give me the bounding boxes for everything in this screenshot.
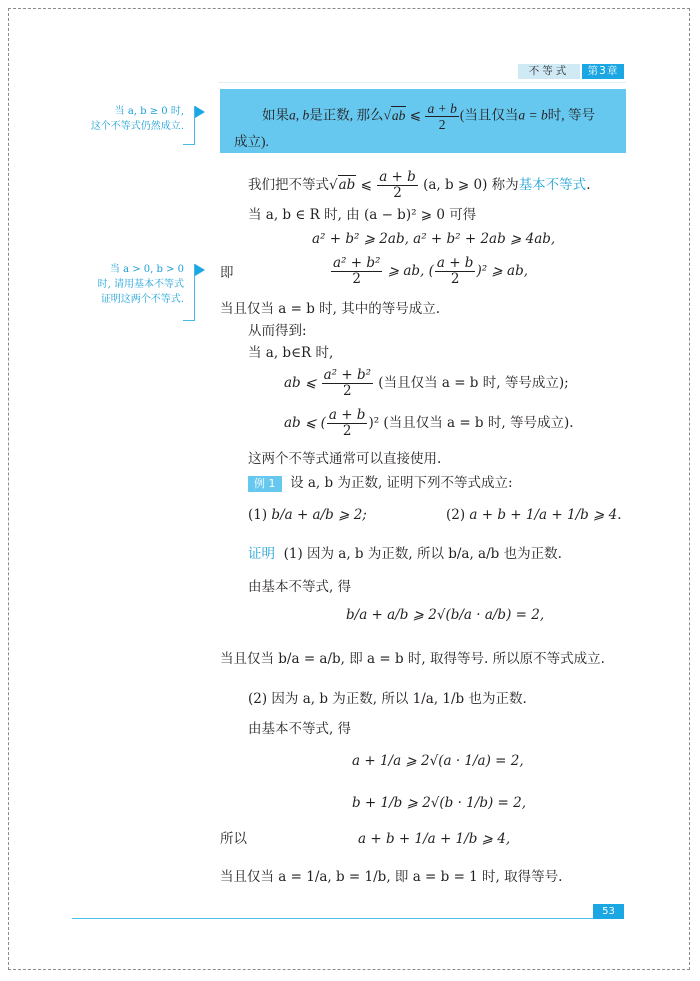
part-label: (2) (446, 507, 466, 523)
denominator: 2 (343, 383, 352, 399)
key-term: 基本不等式 (518, 177, 587, 193)
equation: a + b + 1/a + 1/b ⩾ 4, (358, 831, 511, 847)
equation: b/a + a/b ⩾ 2√(b/a · a/b) = 2, (346, 607, 545, 623)
numerator: a + b (379, 169, 416, 185)
numerator: a + b (436, 255, 474, 271)
flag-foot (183, 320, 195, 321)
definition-paragraph: 我们把不等式√ab ⩽ $\frac{a + b}{2}$ (a, b ⩾ 0) 称为基本不等式. (248, 169, 591, 201)
text: ab ⩽ (284, 375, 321, 391)
fraction (377, 170, 418, 201)
paragraph: (2) 因为 a, b 为正数, 所以 1/a, 1/b 也为正数. (248, 691, 527, 707)
theorem-line-1: 如果a, b是正数, 那么√ab ⩽ $\frac{a + b}{2}$ (当且仅当a = b时, 等号 (262, 101, 595, 132)
numerator: a² + b² (333, 255, 381, 271)
text: (当且仅当 (459, 107, 519, 123)
text: 设 a, b 为正数, 证明下列不等式成立: (290, 475, 513, 491)
math-cond: a = b (518, 107, 548, 123)
denominator: 2 (352, 271, 361, 287)
denominator: 2 (393, 185, 402, 201)
theorem-line-2: 成立). (234, 134, 269, 149)
sidebar-note-line: 当 a > 0, b > 0 (109, 264, 184, 275)
proof-label: 证明 (248, 546, 275, 562)
paragraph: 当且仅当 b/a = a/b, 即 a = b 时, 取得等号. 所以原不等式成立. (220, 651, 605, 667)
equation: a + 1/a ⩾ 2√(a · 1/a) = 2, (352, 753, 524, 769)
fraction (331, 256, 382, 287)
paragraph: 这两个不等式通常可以直接使用. (248, 451, 442, 467)
equation: a² + b² ⩾ 2ab, a² + b² + 2ab ⩾ 4ab, (312, 231, 556, 247)
sidebar-note-2 (56, 262, 184, 307)
sidebar-note-line: 证明这两个不等式. (100, 294, 184, 305)
flag-icon (195, 264, 205, 276)
text: . (586, 177, 591, 193)
expression: b/a + a/b ⩾ 2; (271, 507, 367, 523)
sqrt-expr: ab (338, 177, 356, 193)
text: 时, 等号 (547, 107, 595, 123)
page-number: 53 (593, 904, 624, 919)
theorem-box (220, 89, 626, 153)
chapter-label: 第3章 (582, 64, 624, 79)
equation (330, 256, 528, 287)
sidebar-note-line: 这个不等式仍然成立. (90, 121, 184, 132)
section-label: 不等式 (518, 64, 580, 79)
denominator: 2 (342, 423, 352, 439)
sidebar-note-line: 当 a, b ≥ 0 时, (114, 106, 184, 117)
text: )² (当且仅当 a = b 时, 等号成立). (368, 415, 574, 431)
leq-sign: ⩽ (406, 107, 425, 123)
sidebar-note-1 (60, 104, 184, 134)
leq-sign: ⩽ (356, 177, 377, 193)
fraction (435, 256, 476, 287)
sidebar-note-line: 时, 请用基本不等式 (97, 279, 184, 290)
numerator: a + b (427, 101, 457, 116)
ji-label: 即 (220, 265, 234, 281)
inequality-2 (284, 408, 574, 439)
denominator: 2 (450, 271, 460, 287)
suoyi-label: 所以 (220, 831, 247, 847)
proof-part-1 (248, 545, 562, 563)
fraction (327, 408, 368, 439)
paragraph: 由基本不等式, 得 (248, 579, 352, 595)
fraction (322, 368, 373, 399)
sqrt-expr: ab (391, 107, 406, 123)
fraction (425, 101, 458, 132)
text: (1) 因为 a, b 为正数, 所以 b/a, a/b 也为正数. (283, 546, 562, 562)
part-label: (1) (248, 507, 268, 523)
equation: b + 1/b ⩾ 2√(b · 1/b) = 2, (352, 795, 527, 811)
paragraph: 当且仅当 a = 1/a, b = 1/b, 即 a = b = 1 时, 取得等号. (220, 869, 563, 885)
text: 是正数, 那么 (309, 107, 384, 123)
numerator: a + b (328, 407, 366, 423)
text: (a, b ⩾ 0) 称为 (418, 177, 519, 193)
example-part-1 (248, 506, 367, 524)
paragraph: 当 a, b ∈ R 时, 由 (a − b)² ⩾ 0 可得 (248, 207, 477, 223)
text: )² ⩾ ab, (476, 263, 529, 279)
footer-divider (72, 918, 624, 919)
text: (当且仅当 a = b 时, 等号成立); (374, 375, 569, 391)
paragraph: 当且仅当 a = b 时, 其中的等号成立. (220, 301, 441, 317)
paragraph: 由基本不等式, 得 (248, 721, 352, 737)
text: ⩾ ab, ( (383, 263, 434, 279)
denominator: 2 (438, 117, 446, 132)
expression: a + b + 1/a + 1/b ⩾ 4. (469, 507, 622, 523)
example-part-2 (446, 506, 622, 524)
math-vars: a, b (289, 107, 310, 123)
numerator: a² + b² (323, 367, 372, 383)
paragraph: 当 a, b∈R 时, (248, 345, 334, 361)
paragraph: 从而得到: (248, 323, 307, 339)
text: ab ⩽ ( (284, 415, 326, 431)
inequality-1 (284, 368, 569, 399)
example-tag: 例 1 (248, 476, 282, 492)
header-divider (218, 82, 626, 83)
text: 我们把不等式 (248, 177, 329, 193)
flag-icon (195, 106, 205, 118)
example-statement (248, 474, 513, 492)
flag-foot (183, 144, 195, 145)
text: 如果 (262, 107, 289, 123)
